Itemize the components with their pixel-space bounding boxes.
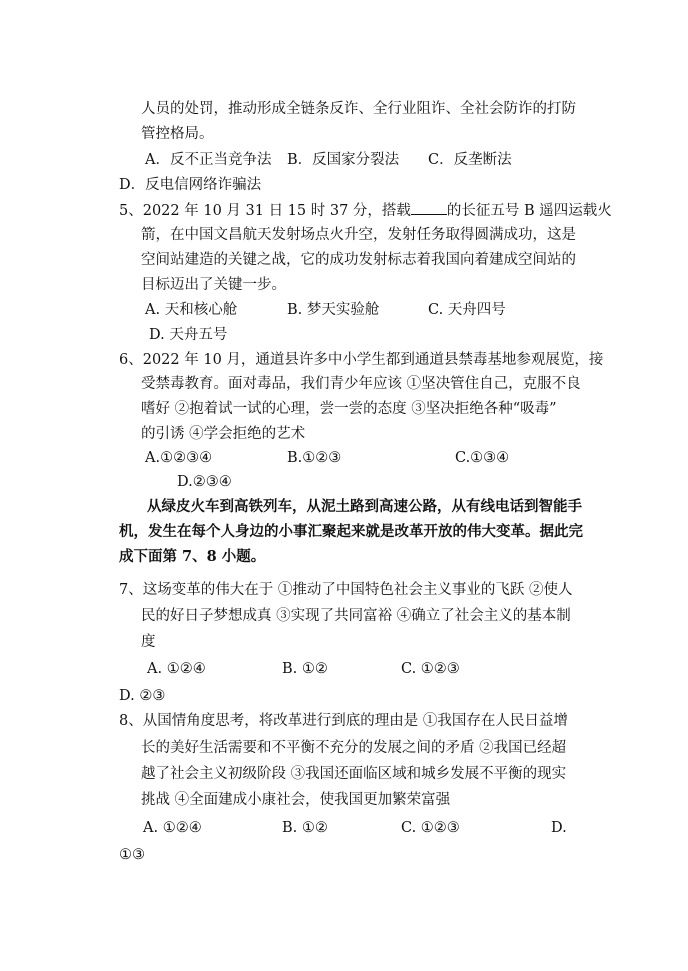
- q5-option-d: D. 天舟五号: [149, 327, 228, 343]
- q8-option-d-value: ①③: [119, 847, 145, 863]
- q6-line-4: 的引诱 ④学会拒绝的艺术: [141, 426, 306, 442]
- q5-text-before-blank: 5、2022 年 10 月 31 日 15 时 37 分，搭载: [119, 203, 411, 219]
- q5-option-c: C. 天舟四号: [428, 302, 506, 318]
- q5-option-b: B. 梦天实验舱: [287, 302, 380, 318]
- intro-line-2: 管控格局。: [141, 126, 214, 142]
- q8-option-c: C. ①②③: [401, 820, 460, 836]
- q7-option-c: C. ①②③: [401, 661, 460, 677]
- q8-line-4: 挑战 ④全面建成小康社会，使我国更加繁荣富强: [141, 792, 451, 808]
- q8-line-2: 长的美好生活需要和不平衡不充分的发展之间的矛盾 ②我国已经超: [141, 740, 567, 756]
- q7-option-b: B. ①②: [282, 661, 328, 677]
- q5-line-3: 空间站建造的关键之战，它的成功发射标志着我国向着建成空间站的: [141, 252, 576, 268]
- q6-line-1: 6、2022 年 10 月，通道县许多中小学生都到通道县禁毒基地参观展览，接: [119, 352, 604, 368]
- q8-option-a: A. ①②④: [143, 820, 202, 836]
- q7-line-2: 民的好日子梦想成真 ③实现了共同富裕 ④确立了社会主义的基本制: [141, 608, 571, 624]
- q8-option-b: B. ①②: [282, 820, 328, 836]
- q6-line-3: 嗜好 ②抱着试一试的心理，尝一尝的态度 ③坚决拒绝各种“吸毒”: [141, 401, 557, 417]
- q5-blank: [411, 200, 447, 215]
- q6-option-c: C.①③④: [455, 450, 510, 466]
- material-line-2: 机，发生在每个人身边的小事汇聚起来就是改革开放的伟大变革。据此完: [119, 523, 583, 540]
- material-line-1: 从绿皮火车到高铁列车，从泥土路到高速公路，从有线电话到智能手: [147, 498, 582, 515]
- q4-option-d: D．反电信网络诈骗法: [119, 177, 262, 193]
- q4-option-a: A．反不正当竞争法: [145, 152, 272, 168]
- q4-option-b: B．反国家分裂法: [287, 152, 400, 168]
- q5-line-2: 箭，在中国文昌航天发射场点火升空，发射任务取得圆满成功，这是: [141, 227, 576, 243]
- q6-option-b: B.①②③: [287, 450, 342, 466]
- q5-option-a: A. 天和核心舱: [145, 302, 238, 318]
- q5-line-1: [119, 200, 612, 221]
- q6-line-2: 受禁毒教育。面对毒品，我们青少年应该 ①坚决管住自己，克服不良: [141, 376, 581, 392]
- q6-option-d: D.②③④: [177, 474, 232, 490]
- q7-option-d: D. ②③: [119, 688, 166, 704]
- q4-option-c: C．反垄断法: [428, 152, 512, 168]
- q7-option-a: A. ①②④: [147, 661, 206, 677]
- q8-option-d-label: D.: [551, 820, 567, 836]
- q8-line-3: 越了社会主义初级阶段 ③我国还面临区域和城乡发展不平衡的现实: [141, 766, 567, 782]
- q7-line-3: 度: [141, 634, 156, 650]
- material-line-3: 成下面第 7、8 小题。: [119, 548, 266, 565]
- q7-line-1: 7、这场变革的伟大在于 ①推动了中国特色社会主义事业的飞跃 ②使人: [119, 582, 573, 598]
- q5-text-after-blank: 的长征五号 B 遥四运载火: [446, 203, 612, 219]
- q8-line-1: 8、从国情角度思考，将改革进行到底的理由是 ①我国存在人民日益增: [119, 713, 568, 729]
- q5-line-4: 目标迈出了关键一步。: [141, 277, 286, 293]
- q6-option-a: A.①②③④: [145, 450, 213, 466]
- intro-line-1: 人员的处罚，推动形成全链条反诈、全行业阻诈、全社会防诈的打防: [141, 101, 576, 117]
